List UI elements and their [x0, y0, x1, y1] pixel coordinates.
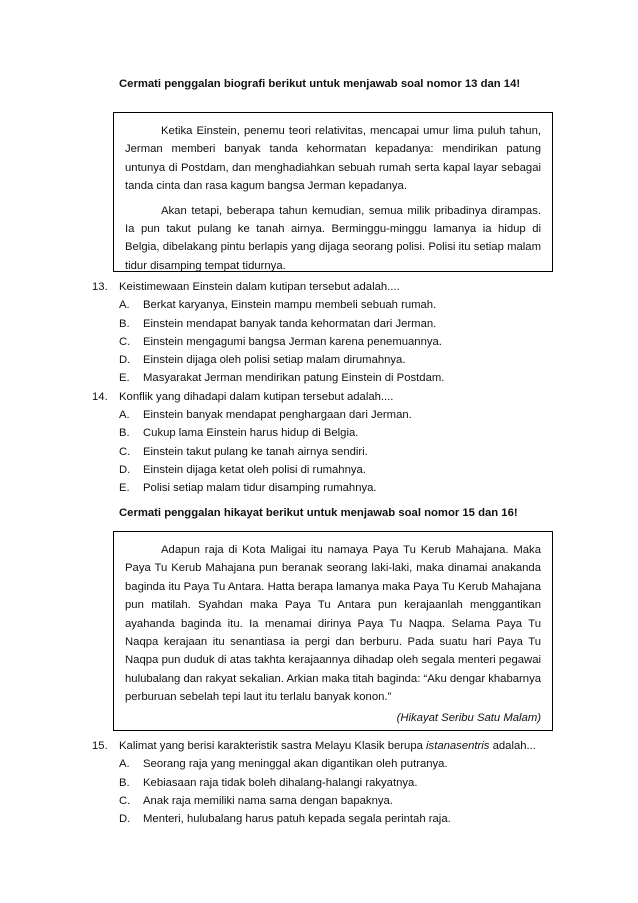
option-letter: B. [119, 776, 130, 789]
option-14-e [92, 479, 572, 497]
biography-paragraph-2 [125, 202, 541, 276]
question-13 [92, 278, 572, 296]
option-text: Masyarakat Jerman mendirikan patung Einstein di Postdam. [143, 372, 445, 385]
option-text: Seorang raja yang meninggal akan digantikan oleh putranya. [143, 758, 448, 771]
option-15-a [92, 755, 572, 773]
option-letter: A. [119, 299, 130, 312]
option-13-d [92, 351, 572, 369]
option-letter: D. [119, 354, 131, 367]
option-text: Einstein banyak mendapat penghargaan dari Jerman. [143, 409, 412, 422]
option-letter: C. [119, 445, 131, 458]
option-text: Einstein mendapat banyak tanda kehormatan dari Jerman. [143, 317, 437, 330]
option-14-a [92, 406, 572, 424]
option-14-b [92, 424, 572, 442]
option-text: Cukup lama Einstein harus hidup di Belgia. [143, 427, 359, 440]
option-letter: A. [119, 758, 130, 771]
biography-excerpt-box [113, 112, 553, 272]
option-15-c [92, 792, 572, 810]
option-text: Einstein dijaga oleh polisi setiap malam dirumahnya. [143, 354, 406, 367]
hikayat-paragraph [125, 541, 541, 707]
option-letter: E. [119, 372, 130, 385]
question-text: Keistimewaan Einstein dalam kutipan tersebut adalah.... [119, 281, 400, 293]
hikayat-paragraph-text: Adapun raja di Kota Maligai itu namaya Paya Tu Kerub Mahajana. Maka Paya Tu Kerub Mahajana pun beranak seorang laki-laki, maka dinamai anakanda baginda itu Paya Tu Antara. Hatta berapa lamanya maka Paya Tu Kerub Mahajana pun matilah. Syahdan maka Paya Tu Antara pun kerajaanlah menggantikan ayahanda baginda itu. Ia menamai dirinya Paya Tu Naqpa. Selama Paya Tu Naqpa kerajaan itu senantiasa ia pergi dan berburu. Pada suatu hari Paya Tu Naqpa pun duduk di atas takhta kerajaannya dihadap oleh segala menteri pegawai hulubalang dan rakyat sekalian. Arkian maka titah baginda: “Aku dengar khabarnya perburuan sebelah tepi laut itu terlalu banyak konon.” [125, 544, 541, 704]
biography-paragraph-1 [125, 122, 541, 196]
question-list-15 [92, 737, 572, 828]
option-text: Einstein mengagumi bangsa Jerman karena penemuannya. [143, 335, 442, 348]
hikayat-source: (Hikayat Seribu Satu Malam) [396, 711, 541, 724]
question-14 [92, 388, 572, 406]
option-13-c [92, 333, 572, 351]
biography-paragraph-2-text: Akan tetapi, beberapa tahun kemudian, semua milik pribadinya dirampas. Ia pun takut pulang ke tanah airnya. Berminggu-minggu lamanya ia hidup di Belgia, dibelakang pintu berlapis yang dijaga seorang polisi. Polisi itu setiap malam tidur disamping tempat tidurnya. [125, 204, 541, 272]
option-letter: B. [119, 317, 130, 330]
option-text: Berkat karyanya, Einstein mampu membeli sebuah rumah. [143, 299, 437, 312]
question-number: 14. [92, 390, 108, 403]
question-number: 13. [92, 281, 108, 293]
option-text: Einstein takut pulang ke tanah airnya sendiri. [143, 445, 368, 458]
option-14-d [92, 461, 572, 479]
section-2-heading: Cermati penggalan hikayat berikut untuk menjawab soal nomor 15 dan 16! [119, 507, 518, 519]
option-13-e [92, 369, 572, 387]
option-13-b [92, 315, 572, 333]
question-text: Kalimat yang berisi karakteristik sastra Melayu Klasik berupa [119, 740, 427, 752]
option-letter: C. [119, 335, 131, 348]
option-text: Menteri, hulubalang harus patuh kepada segala perintah raja. [143, 813, 451, 826]
option-letter: D. [119, 813, 131, 826]
hikayat-excerpt-box [113, 531, 553, 731]
biography-paragraph-1-text: Ketika Einstein, penemu teori relativitas, mencapai umur lima puluh tahun, Jerman memberi banyak tanda kehormatan kepadanya: mendirikan patung untunya di Postdam, dan menghadiahkan sebuah rumah serta kapal layar sebagai tanda cinta dan rasa kagum bangsa Jerman kepadanya. [125, 125, 541, 193]
option-15-d [92, 810, 572, 828]
option-letter: C. [119, 794, 131, 807]
question-15 [92, 737, 572, 755]
option-text: Polisi setiap malam tidur disamping rumahnya. [143, 482, 377, 495]
option-letter: A. [119, 409, 130, 422]
question-text-end: adalah... [489, 740, 536, 752]
option-15-b [92, 774, 572, 792]
option-letter: D. [119, 463, 131, 476]
option-letter: B. [119, 427, 130, 440]
question-italic-term: istanasentris [426, 740, 490, 752]
option-text: Kebiasaan raja tidak boleh dihalang-halangi rakyatnya. [143, 776, 418, 789]
option-14-c [92, 443, 572, 461]
option-letter: E. [119, 482, 130, 495]
question-text: Konflik yang dihadapi dalam kutipan tersebut adalah.... [119, 390, 394, 403]
section-1-heading: Cermati penggalan biografi berikut untuk menjawab soal nomor 13 dan 14! [119, 78, 521, 90]
question-number: 15. [92, 740, 108, 752]
option-text: Anak raja memiliki nama sama dengan bapaknya. [143, 794, 393, 807]
question-list-13-14 [92, 278, 572, 498]
option-13-a [92, 296, 572, 314]
option-text: Einstein dijaga ketat oleh polisi di rumahnya. [143, 463, 366, 476]
